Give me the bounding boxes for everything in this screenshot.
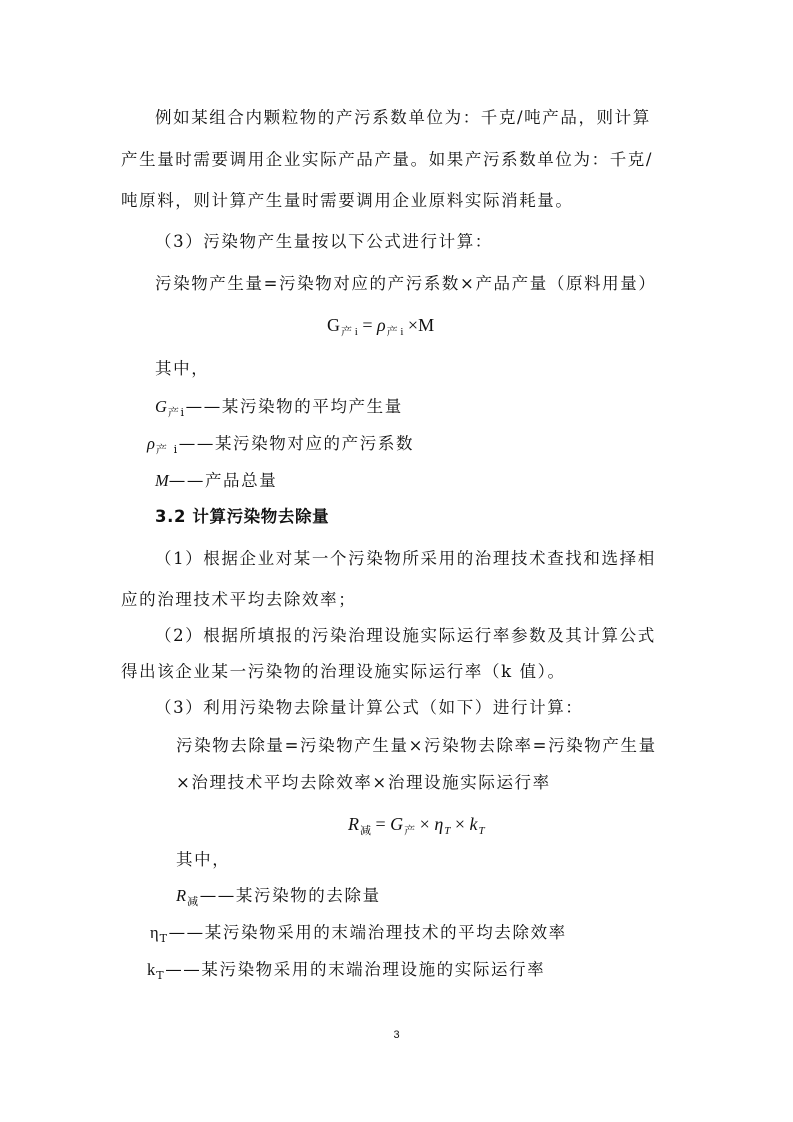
def-symbol-m: M xyxy=(155,471,169,490)
where-intro: 其中， xyxy=(155,359,210,378)
definition-line xyxy=(150,925,567,944)
formula-operator: ×M xyxy=(403,315,435,335)
paragraph-line: 例如某组合内颗粒物的产污系数单位为：千克/吨产品，则计算 xyxy=(155,108,651,127)
paragraph-line: （2）根据所填报的污染治理设施实际运行率参数及其计算公式 xyxy=(155,626,656,645)
formula-operator: = xyxy=(357,315,377,335)
definition-line xyxy=(147,436,414,455)
def-symbol-eta: η xyxy=(150,923,159,942)
formula-symbol-rho: ρ xyxy=(376,315,386,335)
formula-symbol-g: G xyxy=(327,315,340,335)
def-text: ——某污染物的平均产生量 xyxy=(185,397,403,416)
page-number: 3 xyxy=(393,1029,400,1041)
formula-subscript: 产 i xyxy=(341,326,358,338)
definition-line xyxy=(155,399,403,418)
paragraph-line: 得出该企业某一污染物的治理设施实际运行率（k 值）。 xyxy=(121,662,566,681)
formula-subscript: 产 xyxy=(404,825,416,837)
formula-symbol-eta: η xyxy=(434,814,444,834)
def-subscript: T xyxy=(159,932,169,945)
paragraph-line: 吨原料，则计算产生量时需要调用企业原料实际消耗量。 xyxy=(121,191,574,210)
formula-subscript: 减 xyxy=(360,825,371,837)
definition-line xyxy=(176,888,381,907)
def-symbol-rho: ρ xyxy=(147,434,155,453)
formula-operator: × xyxy=(450,814,470,834)
def-subscript: T xyxy=(156,969,166,982)
paragraph-line: （1）根据企业对某一个污染物所采用的治理技术查找和选择相 xyxy=(155,549,656,568)
def-subscript: 减 xyxy=(187,895,200,908)
def-text: ——产品总量 xyxy=(168,471,278,490)
definition-line xyxy=(155,473,277,490)
section-heading: 3.2 计算污染物去除量 xyxy=(155,507,330,526)
def-symbol-r: R xyxy=(176,886,187,905)
def-subscript: 产i xyxy=(167,406,186,419)
paragraph-line: 应的治理技术平均去除效率； xyxy=(121,590,357,609)
def-text: ——某污染物采用的末端治理设施的实际运行率 xyxy=(165,960,546,979)
def-symbol-k: k xyxy=(147,960,156,979)
where-intro: 其中， xyxy=(176,850,231,869)
paragraph-line: 污染物去除量=污染物产生量×污染物去除率=污染物产生量 xyxy=(176,736,657,755)
formula-operator: × xyxy=(415,814,435,834)
formula-subscript: T xyxy=(478,825,485,837)
formula-symbol-k: k xyxy=(469,814,478,834)
paragraph-line: （3）利用污染物去除量计算公式（如下）进行计算： xyxy=(155,698,584,717)
definition-line xyxy=(147,962,545,981)
def-text: ——某污染物的去除量 xyxy=(199,886,381,905)
formula-symbol-g: G xyxy=(390,814,404,834)
paragraph-line: 产生量时需要调用企业实际产品产量。如果产污系数单位为：千克/ xyxy=(121,150,654,169)
def-symbol-g: G xyxy=(155,397,167,416)
formula-subscript: 产 i xyxy=(386,326,404,338)
formula-removal xyxy=(348,815,485,837)
paragraph-line: 污染物产生量=污染物对应的产污系数×产品产量（原料用量） xyxy=(155,274,657,293)
paragraph-line: ×治理技术平均去除效率×治理设施实际运行率 xyxy=(176,773,551,792)
def-text: ——某污染物采用的末端治理技术的平均去除效率 xyxy=(168,923,567,942)
def-subscript: 产 i xyxy=(155,443,179,456)
paragraph-line: （3）污染物产生量按以下公式进行计算： xyxy=(155,232,493,251)
formula-subscript: T xyxy=(444,825,451,837)
formula-operator: = xyxy=(371,814,391,834)
formula-generation xyxy=(327,316,434,338)
def-text: ——某污染物对应的产污系数 xyxy=(178,434,415,453)
formula-symbol-r: R xyxy=(348,814,359,834)
